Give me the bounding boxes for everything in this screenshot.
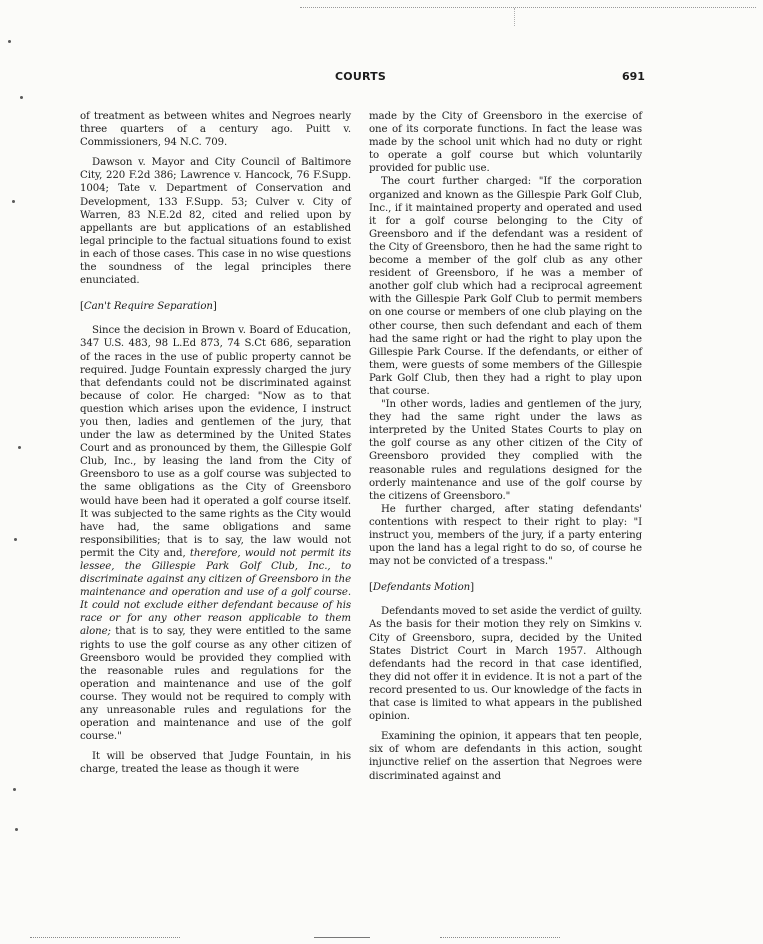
paragraph: Examining the opinion, it appears that ten people, six of whom are defendants in this action, sought injunctive relief on the assertion that Negroes were discriminated against and xyxy=(369,731,642,782)
page-number: 691 xyxy=(622,70,645,83)
subhead-bracket-open: [ xyxy=(369,582,373,594)
running-head xyxy=(0,70,763,86)
scan-speck xyxy=(13,788,16,791)
subhead-text: Defendants Motion xyxy=(372,582,471,594)
paragraph-text: that is to say, they were entitled to the same rights to use the golf course as any other citizen of Greensboro would be provided they complied with the reasonable rules and regulations for the operation and maintenance and use of the golf course. They would not be required to comply with any unreasonable rules and regulations for the operation and maintenance and use of the golf course." xyxy=(80,626,351,743)
subhead-text: Can't Require Separation xyxy=(83,301,213,313)
bottom-scan-rule xyxy=(30,937,180,938)
subhead-bracket-close: ] xyxy=(212,301,217,313)
paragraph: "In other words, ladies and gentlemen of the jury, they had the same right under the laws as interpreted by the United States Courts to play on the golf course as any other citizen of the City of Greensboro provided they complied with the reasonable rules and regulations designed for the orderly maintenance and use of the golf course by the citizens of Greensboro." xyxy=(369,399,642,502)
paragraph xyxy=(80,324,351,743)
paragraph: He further charged, after stating defendants' contentions with respect to their right to play: "I instruct you, members of the jury, if a party entering upon the land has a legal right to do so, of course he may not be convicted of a trespass." xyxy=(369,503,642,568)
section-subhead xyxy=(369,581,642,594)
paragraph: made by the City of Greensboro in the exercise of one of its corporate functions. In fact the lease was made by the school unit which had no duty or right to operate a golf course but which voluntarily provided for public use. xyxy=(369,111,642,175)
left-column xyxy=(80,110,351,777)
paragraph: It will be observed that Judge Fountain, in his charge, treated the lease as though it were xyxy=(80,751,351,776)
scan-speck xyxy=(15,828,18,831)
section-subhead xyxy=(80,300,351,313)
scan-speck xyxy=(14,538,17,541)
paragraph: of treatment as between whites and Negroes nearly three quarters of a century ago. Puitt v. Commissioners, 94 N.C. 709. xyxy=(80,111,351,149)
scan-speck xyxy=(8,40,11,43)
scan-speck xyxy=(20,96,23,99)
paragraph-text: Since the decision in Brown v. Board of Education, 347 U.S. 483, 98 L.Ed 873, 74 S.Ct 686, separation of the races in the use of public property cannot be required. Judge Fountain expressly charged the jury that defendants could not be discriminated against because of color. He charged: "Now as to that question which arises upon the evidence, I instruct you then, ladies and gentlemen of the jury, that under the law as determined by the United States Court and as pronounced by them, the Gillespie Golf Club, Inc., by leasing the land from the City of Greensboro to use as a golf course was subjected to the same obligations as the City of Greensboro would have been had it operated a golf course itself. It was subjected to the same rights as the City would have had, the same obligations and same responsibilities; that is to say, the law would not permit the City and, xyxy=(80,325,351,559)
subhead-bracket-close: ] xyxy=(470,582,474,594)
running-head-title: COURTS xyxy=(335,70,386,83)
right-column xyxy=(369,110,642,783)
scan-speck xyxy=(12,200,15,203)
paragraph: The court further charged: "If the corporation organized and known as the Gillespie Park Golf Club, Inc., if it maintained property and operated and used it for a golf course belonging to the City of Greensboro and if the defendant was a resident of the City of Greensboro, then he had the same right to become a member of the golf club as any other resident of Greensboro, if he was a member of another golf club which had a reciprocal agreement with the Gillespie Park Golf Club to permit members on one course or members of one club playing on the other course, then such defendant and each of them had the same right or had the right to play upon the Gillespie Park Course. If the defendants, or either of them, were guests of some members of the Gillespie Park Golf Club, then they had a right to play upon that course. xyxy=(369,176,642,397)
paragraph-italic-text: therefore, would not permit its lessee, the Gillespie Park Golf Club, Inc., to discriminate against any citizen of Greensboro in the maintenance and operation and use of a golf course. It could not exclude either defendant because of his race or for any other reason applicable to them alone; xyxy=(80,547,351,638)
paragraph: Dawson v. Mayor and City Council of Baltimore City, 220 F.2d 386; Lawrence v. Hancock, 76 F.Supp. 1004; Tate v. Department of Conservation and Development, 133 F.Supp. 53; Culver v. City of Warren, 83 N.E.2d 82, cited and relied upon by appellants are but applications of an established legal principle to the factual situations found to exist in each of those cases. This case in no wise questions the soundness of the legal principles there enunciated. xyxy=(80,157,351,287)
bottom-scan-rule xyxy=(440,937,560,938)
subhead-bracket-open: [ xyxy=(80,301,84,313)
paragraph: Defendants moved to set aside the verdict of guilty. As the basis for their motion they rely on Simkins v. City of Greensboro, supra, decided by the United States District Court in March 1957. Although defendants had the record in that case identified, they did not offer it in evidence. It is not a part of the record presented to us. Our knowledge of the facts in that case is limited to what appears in the published opinion. xyxy=(369,606,642,723)
scan-speck xyxy=(18,446,21,449)
bottom-scan-rule xyxy=(314,937,370,938)
top-scan-rule xyxy=(300,7,756,8)
top-scan-tick xyxy=(514,8,515,26)
